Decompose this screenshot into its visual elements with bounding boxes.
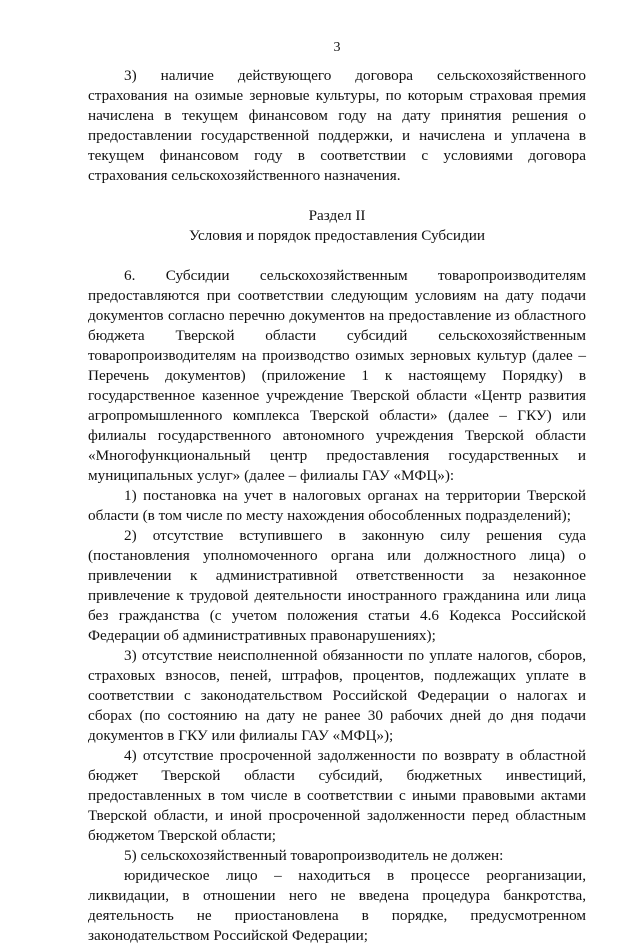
paragraph-6-conditions: 6. Субсидии сельскохозяйственным товаропроизводителям предоставляются при соответствии следующим условиям на дату подачи документов согласно перечню документов на предоставление из областного бюджета Тверской области субсидий сельскохозяйственным товаропроизводителям на производство озимых зерновых культур (далее – Перечень документов) (приложение 1 к настоящему Порядку) в государственное казенное учреждение Тверской области «Центр развития агропромышленного комплекса Тверской области» (далее – ГКУ) или филиалы государственного автономного учреждения Тверской области «Многофункциональный центр предоставления государственных и муниципальных услуг» (далее – филиалы ГАУ «МФЦ»): <box>88 267 586 484</box>
document-page <box>88 40 586 946</box>
section-title: Условия и порядок предоставления Субсидии <box>189 227 485 244</box>
condition-2-court-decision: 2) отсутствие вступившего в законную силу решения суда (постановления уполномоченного органа или должностного лица) о привлечении к административной ответственности за незаконное привлечение к трудовой деятельности иностранного гражданина или лица без гражданства (с учетом положения статьи 4.6 Кодекса Российской Федерации об административных правонарушениях); <box>88 527 586 644</box>
section-number: Раздел II <box>308 207 366 224</box>
paragraph-3-insurance: 3) наличие действующего договора сельскохозяйственного страхования на озимые зерновые культуры, по которым страховая премия начислена в текущем финансовом году на дату принятия решения о предоставлении государственной поддержки, и начислена и уплачена в текущем финансовом году в соответствии с условиями договора страхования сельскохозяйственного назначения. <box>88 67 586 184</box>
page-number: 3 <box>333 40 341 55</box>
condition-3-tax-obligations: 3) отсутствие неисполненной обязанности по уплате налогов, сборов, страховых взносов, пеней, штрафов, процентов, подлежащих уплате в соответствии с законодательством Российской Федерации о налогах и сборах (по состоянию на дату не ранее 30 рабочих дней до дня подачи документов в ГКУ или филиалы ГАУ «МФЦ»); <box>88 647 586 744</box>
condition-1-tax-registration: 1) постановка на учет в налоговых органах на территории Тверской области (в том числе по месту нахождения обособленных подразделений); <box>88 487 586 524</box>
condition-4-overdue-debt: 4) отсутствие просроченной задолженности по возврату в областной бюджет Тверской области субсидий, бюджетных инвестиций, предоставленных в том числе в соответствии с иными правовыми актами Тверской области, и иной просроченной задолженности перед областным бюджетом Тверской области; <box>88 747 586 844</box>
condition-5-producer-requirements: 5) сельскохозяйственный товаропроизводитель не должен: <box>124 847 504 864</box>
condition-5-legal-entity: юридическое лицо – находиться в процессе реорганизации, ликвидации, в отношении него не введена процедура банкротства, деятельность не приостановлена в порядке, предусмотренном законодательством Российской Федерации; <box>88 867 586 944</box>
